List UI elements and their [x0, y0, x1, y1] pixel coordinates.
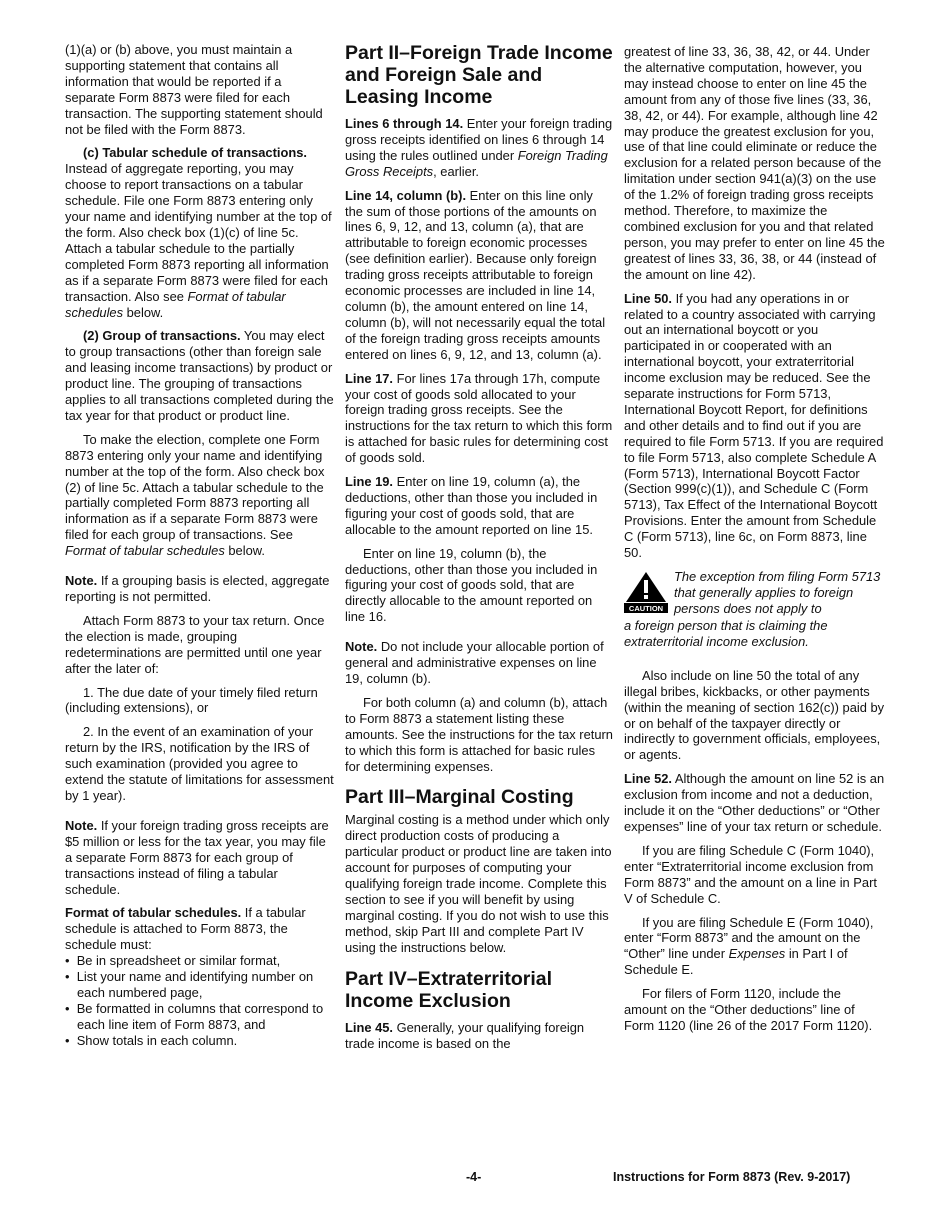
paragraph-line-17 [345, 371, 613, 466]
note-admin-expenses [345, 639, 613, 687]
run-in-heading: Line 19. [345, 474, 394, 490]
caution-label: CAUTION [628, 604, 664, 613]
text: Enter your foreign trading gross receipts identified on lines 6 through 14 using the rules outlined under [345, 116, 613, 163]
caution-box [624, 569, 886, 618]
bullet-item: • Be in spreadsheet or similar format, [65, 953, 335, 969]
text: Although the amount on line 52 is an exclusion from income and not a deduction, include it on the “Other deductions” or “Other expenses” line of your tax return or schedule. [624, 771, 885, 834]
text: For lines 17a through 17h, compute your cost of goods sold allocated to your foreign trading gross receipts. See the instructions for the tax return to which this form is attached for basic rules for determining cost of goods sold. [345, 370, 613, 466]
page-number: -4- [466, 1170, 482, 1184]
text: below. [123, 304, 164, 320]
text: If a grouping basis is elected, aggregate reporting is not permitted. [65, 573, 330, 604]
text: You may elect to group transactions (other than foreign sale and leasing income transactions) by product or product line. The grouping of transactions applies to all transactions completed during the tax year for that product or product line. [65, 328, 334, 423]
paragraph: (1)(a) or (b) above, you must maintain a supporting statement that contains all information that would be reported if a separate Form 8873 were filed for each transaction. The supporting statement should not be filed with the Form 8873. [65, 42, 323, 137]
caution-text-tail: a foreign person that is claiming the extraterritorial income exclusion. [624, 618, 828, 649]
text: , earlier. [433, 163, 479, 179]
paragraph-lines-6-14 [345, 116, 613, 180]
note-small-receipts [65, 818, 335, 898]
paragraph-line-50 [624, 291, 886, 561]
paragraph-both-columns: For both column (a) and column (b), attach to Form 8873 a statement listing these amounts. See the instructions for the tax return to which this form is attached for basic rules for determining expenses. [345, 694, 613, 774]
text: To make the election, complete one Form 8873 entering only your name and identifying number at the top of the form. Also check box (2) of line 5c. Attach a tabular schedule to the partially completed Form 8873 reporting all information as if a separate Form 8873 were filed for each group of transactions. See [65, 431, 325, 543]
text: If your foreign trading gross receipts are $5 million or less for the tax year, you may file a separate Form 8873 for each group of transactions instead of filing a tabular schedule. [65, 817, 329, 897]
bullet-item: • Show totals in each column. [65, 1033, 335, 1049]
column-middle [345, 42, 613, 1059]
note-label: Note. [345, 639, 378, 655]
note-label: Note. [65, 573, 98, 589]
caution-icon [624, 571, 668, 618]
paragraph-form-1120: For filers of Form 1120, include the amount on the “Other deductions” line of Form 1120 (line 26 of the 2017 Form 1120). [624, 986, 873, 1033]
run-in-heading: Line 14, column (b). [345, 187, 467, 203]
footer-title: Instructions for Form 8873 (Rev. 9-2017) [613, 1170, 851, 1184]
text: If you had any operations in or related to a country associated with carrying out an international boycott or you participated in or cooperated with an international boycott, your extraterritorial income exclusion may be reduced. See the separate instructions for Form 5713, International Boycott Report, for definitions and other details and to find out if you are required to file Form 5713. If you are required to file Form 5713, also complete Schedule A (Form 5713), International Boycott Factor (Section 999(c)(1)), and Schedule C (Form 5713), Tax Effect of the International Boycott Provisions. Enter the amount from Schedule C (Form 5713), line 6c, on Form 8873, line 50. [624, 290, 884, 561]
list-item-2: 2. In the event of an examination of your return by the IRS, notification by the IRS of such examination (provided you agree to extend the statute of limitations for assessment by 1 year). [65, 724, 334, 803]
run-in-heading: Line 50. [624, 290, 673, 306]
paragraph-group-transactions [65, 328, 335, 423]
paragraph-line-14b [345, 188, 613, 363]
paragraph-line-52 [624, 771, 886, 835]
column-left [65, 42, 335, 1049]
paragraph-schedule-e [624, 915, 886, 979]
column-right [624, 44, 886, 1042]
bullet-item: • List your name and identifying number on each numbered page, [65, 969, 335, 1001]
paragraph-schedule-c: If you are filing Schedule C (Form 1040), enter “Extraterritorial income exclusion from Form 8873” and the amount on a line in Part V of Schedule C. [624, 842, 877, 906]
run-in-heading: (c) Tabular schedule of transactions. [83, 145, 307, 161]
bullet-list [65, 953, 335, 1048]
paragraph-line-45-cont: greatest of line 33, 36, 38, 42, or 44. Under the alternative computation, however, you may instead choose to enter on line 45 the amount from any of those five lines (33, 36, 38, 42, or 44). For example, although line 42 may produce the greatest exclusion for you, use of that line could eliminate or reduce the exclusion for a related person because of the limitation under section 941(a)(3) on the use of the 1.2% of foreign trading gross receipts method. Therefore, to maximize the combined exclusion for you and that related person, you may prefer to enter on line 45 the greatest of lines 33, 36, 38, or 44 (instead of the amount on line 42). [624, 44, 885, 282]
run-in-heading: Line 52. [624, 771, 673, 787]
paragraph-line-19 [345, 474, 613, 538]
text: Do not include your allocable portion of general and administrative expenses on line 19, column (b). [345, 639, 604, 686]
caution-text: The exception from filing Form 5713 that generally applies to foreign persons does not apply to [674, 569, 881, 616]
text: If a tabular schedule is attached to Form 8873, the schedule must: [65, 905, 306, 953]
cross-reference: Format of tabular schedules [65, 288, 286, 320]
text: Enter on this line only the sum of those portions of the amounts on lines 6, 9, 12, and 13, column (a), that are attributable to foreign economic processes (see definition earlier). Because only foreign trading gross receipts attributable to foreign economic processes are included in line 14, column (b), the amount entered on line 14, column (b), will not necessarily equal the total of the foreign trading gross receipts amounts entered on lines 6, 9, 12, and 13, column (a). [345, 187, 606, 362]
paragraph-bribes: Also include on line 50 the total of any illegal bribes, kickbacks, or other payments (within the meaning of section 162(c)) paid by or on behalf of the taxpayer directly or indirectly to government officials, employees, or agents. [624, 667, 885, 763]
run-in-heading: Line 45. [345, 1019, 394, 1035]
run-in-heading: Format of tabular schedules. [65, 905, 242, 921]
text: in Part I of Schedule E. [624, 946, 848, 978]
paragraph-attach: Attach Form 8873 to your tax return. Once the election is made, grouping redeterminations are permitted until one year after the later of: [65, 612, 325, 676]
emphasis: Expenses [728, 946, 786, 962]
cross-reference: Format of tabular schedules [65, 543, 225, 559]
bullet-item: • Be formatted in columns that correspond to each line item of Form 8873, and [65, 1001, 335, 1033]
paragraph-marginal-costing: Marginal costing is a method under which only direct production costs of producing a particular product or product line are taken into account for purposes of computing your qualifying foreign trade income. Complete this section to see if you will benefit by using marginal costing. If you do not wish to use this method, skip Part III and complete Part IV using the instructions below. [345, 812, 612, 955]
note-grouping [65, 573, 335, 605]
text: Generally, your qualifying foreign trade income is based on the [345, 1019, 585, 1051]
paragraph-format [65, 905, 335, 953]
text: Instead of aggregate reporting, you may choose to report transactions on a tabular schedule. File one Form 8873 entering only your name and identifying number at the top of the form. Also check box (1)(c) of line 5c. Attach a tabular schedule to the partially completed Form 8873 reporting all information as if a separate Form 8873 were filed for each transaction. Also see [65, 161, 332, 304]
warning-triangle-icon [624, 571, 668, 613]
paragraph-line-19b: Enter on line 19, column (b), the deductions, other than those you included in figuring your cost of goods sold, that are directly allocable to the amount reported on line 16. [345, 545, 598, 625]
heading-part-4: Part IV–Extraterritorial Income Exclusion [345, 967, 553, 1012]
note-label: Note. [65, 817, 98, 833]
paragraph-election [65, 432, 335, 559]
text: below. [224, 543, 265, 559]
list-item-1: 1. The due date of your timely filed return (including extensions), or [65, 684, 318, 716]
cross-reference: Foreign Trading Gross Receipts [345, 147, 608, 179]
text: If you are filing Schedule E (Form 1040), enter “Form 8873” and the amount on the “Other” line under [624, 914, 874, 962]
paragraph-line-45 [345, 1020, 613, 1052]
heading-part-2: Part II–Foreign Trade Income and Foreign Sale and Leasing Income [345, 42, 613, 108]
paragraph-tabular-schedule [65, 145, 335, 320]
heading-part-3: Part III–Marginal Costing [345, 786, 574, 809]
text: Enter on line 19, column (a), the deductions, other than those you included in figuring your cost of goods sold, that are allocable to the amount reported on line 15. [345, 474, 598, 537]
run-in-heading: Lines 6 through 14. [345, 116, 464, 131]
run-in-heading: (2) Group of transactions. [83, 328, 241, 344]
run-in-heading: Line 17. [345, 370, 394, 386]
